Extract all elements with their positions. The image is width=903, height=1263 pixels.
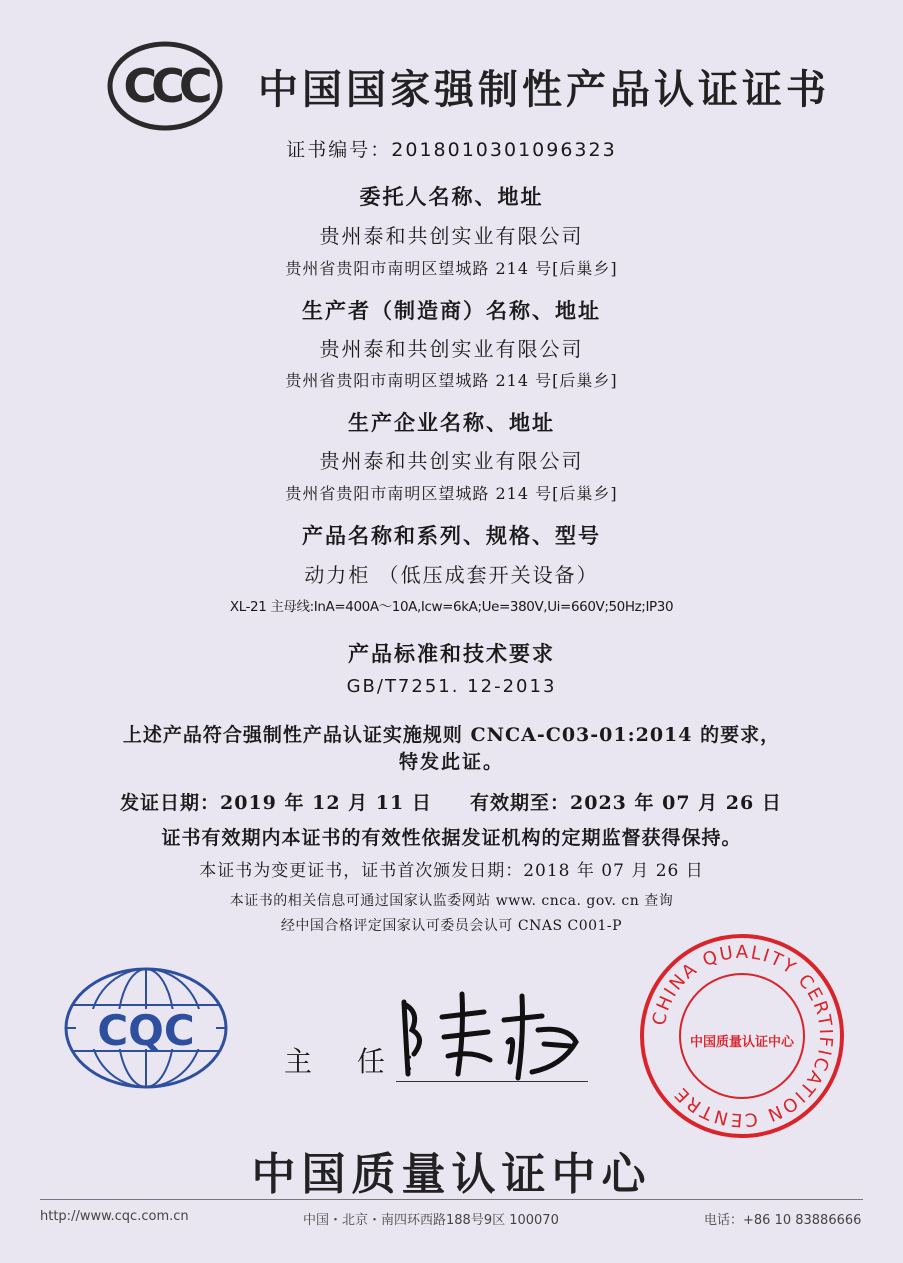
factory-heading: 生产企业名称、地址: [348, 410, 555, 435]
entrustor-heading: 委托人名称、地址: [359, 184, 544, 209]
ccc-logo: [106, 40, 224, 132]
signature-line: [396, 1081, 588, 1082]
cqc-seal: [638, 932, 846, 1140]
director-label: 主 任：: [284, 1045, 449, 1078]
entrustor-address: 贵州省贵阳市南明区望城路 214 号[后巢乡]: [285, 259, 618, 278]
query-note: 本证书的相关信息可通过国家认监委网站 www. cnca. gov. cn 查询: [229, 893, 674, 909]
footer-org-name: 中国质量认证中心: [251, 1149, 652, 1200]
factory-name: 贵州泰和共创实业有限公司: [319, 449, 584, 473]
cnas-note: 经中国合格评定国家认可委员会认可 CNAS C001-P: [280, 918, 623, 934]
validity-note: 证书有效期内本证书的有效性依据发证机构的定期监督获得保持。: [161, 827, 742, 849]
manufacturer-heading: 生产者（制造商）名称、地址: [302, 298, 601, 323]
cqc-logo: [62, 965, 230, 1091]
statement-line2: 特发此证。: [398, 751, 504, 773]
footer-website[interactable]: http://www.cqc.com.cn: [40, 1209, 189, 1224]
issue-date: 发证日期：2019 年 12 月 11 日: [120, 792, 432, 814]
seal-outer-text: CHINA QUALITY CERTIFICATION CENTRE: [648, 941, 837, 1131]
change-note: 本证书为变更证书，证书首次颁发日期：2018 年 07 月 26 日: [199, 861, 704, 881]
certificate-title: 中国国家强制性产品认证证书: [258, 67, 830, 113]
footer-divider: [40, 1199, 863, 1200]
manufacturer-name: 贵州泰和共创实业有限公司: [319, 337, 584, 361]
footer-address: 中国・北京・南四环西路188号9区 100070: [303, 1213, 559, 1228]
standard-heading: 产品标准和技术要求: [348, 641, 555, 666]
statement-line1: 上述产品符合强制性产品认证实施规则 CNCA-C03-01:2014 的要求，: [122, 724, 781, 746]
valid-until: 有效期至：2023 年 07 月 26 日: [470, 792, 782, 814]
product-heading: 产品名称和系列、规格、型号: [302, 523, 601, 548]
product-spec: XL-21 主母线:InA=400A～10A,Icw=6kA;Ue=380V,Ui=660V;50Hz;IP30: [229, 599, 674, 615]
factory-address: 贵州省贵阳市南明区望城路 214 号[后巢乡]: [285, 484, 618, 503]
footer-phone: 电话：+86 10 83886666: [704, 1213, 862, 1228]
ccc-logo-text: CCC: [123, 59, 207, 113]
manufacturer-address: 贵州省贵阳市南明区望城路 214 号[后巢乡]: [285, 371, 618, 390]
standard-value: GB/T7251. 12-2013: [346, 676, 557, 697]
cqc-logo-text: CQC: [97, 1006, 195, 1055]
director-signature: [392, 982, 592, 1082]
product-name: 动力柜 （低压成套开关设备）: [304, 563, 599, 587]
entrustor-name: 贵州泰和共创实业有限公司: [319, 224, 584, 248]
seal-inner-text: 中国质量认证中心: [689, 1035, 795, 1050]
certificate-number: 证书编号：2018010301096323: [286, 139, 617, 161]
